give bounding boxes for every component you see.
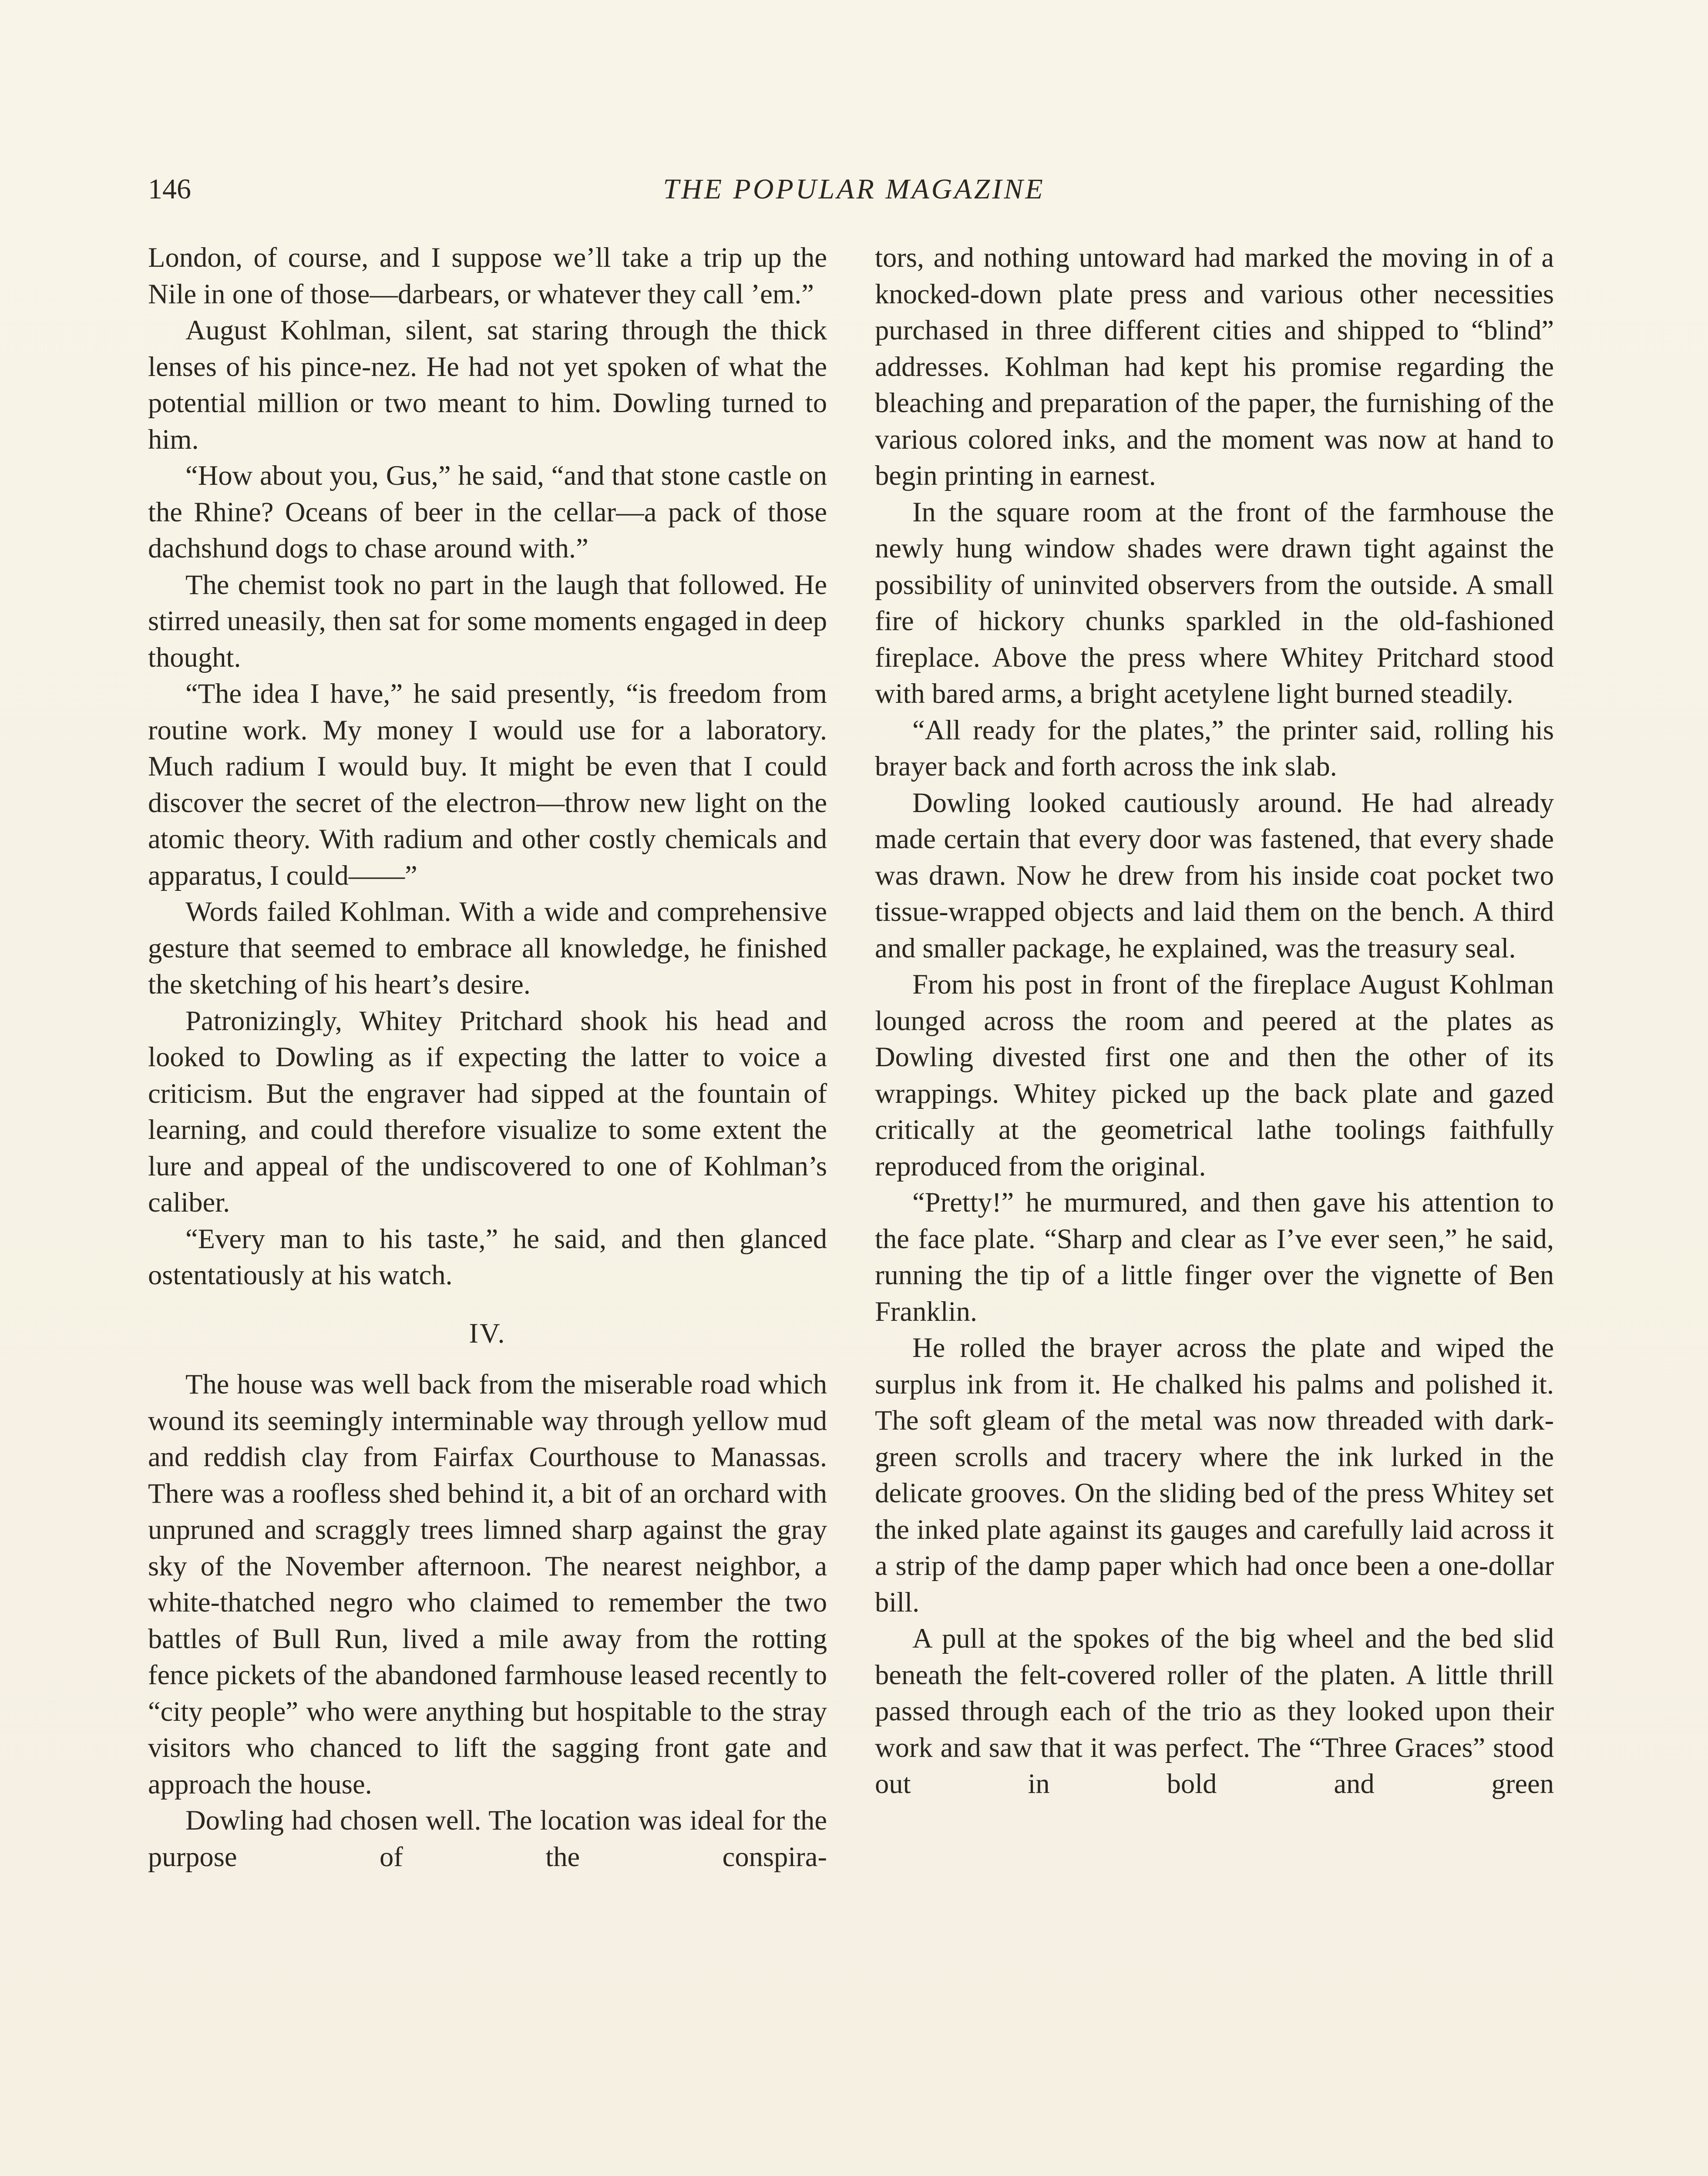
paragraph: “The idea I have,” he said presently, “is freedom from routine work. My money I would use for a laboratory. Much radium I would buy. It might be even that I could discover the secret of the electron—throw new light on the atomic theory. With radium and other costly chemicals and apparatus, I could——”	[148, 678, 827, 891]
section-heading: IV.	[469, 1317, 506, 1349]
running-title: THE POPULAR MAGAZINE	[663, 173, 1045, 205]
paragraph: From his post in front of the fireplace August Kohlman lounged across the room and peered at the plates as Dowling divested first one and then the other of its wrappings. Whitey picked up the back plate and gazed critically at the geometrical lathe toolings faithfully reproduced from the original.	[875, 968, 1554, 1182]
paragraph: tors, and nothing untoward had marked the moving in of a knocked-down plate press and various other necessities purchased in three different cities and shipped to “blind” addresses. Kohlman had kept his promise regarding the bleaching and preparation of the paper, the furnishing of the various colored inks, and the moment was now at hand to begin printing in earnest.	[875, 242, 1554, 491]
paragraph: “All ready for the plates,” the printer said, rolling his brayer back and forth across the ink slab.	[875, 714, 1554, 782]
paragraph: August Kohlman, silent, sat staring through the thick lenses of his pince-nez. He had not yet spoken of what the potential million or two meant to him. Dowling turned to him.	[148, 314, 827, 455]
paragraph: A pull at the spokes of the big wheel and the bed slid beneath the felt-covered roller of the platen. A little thrill passed through each of the trio as they looked upon their work and saw that it was perfect. The “Three Graces” stood out in bold and green	[875, 1622, 1554, 1799]
paragraph: “How about you, Gus,” he said, “and that stone castle on the Rhine? Oceans of beer in the cellar—a pack of those dachshund dogs to chase around with.”	[148, 460, 827, 564]
page-header	[148, 168, 1560, 211]
paragraph: “Every man to his taste,” he said, and then glanced ostentatiously at his watch.	[148, 1222, 827, 1290]
paragraph: Dowling looked cautiously around. He had already made certain that every door was fastened, that every shade was drawn. Now he drew from his inside coat pocket two tissue-wrapped objects and laid them on the bench. A third and smaller package, he explained, was the treasury seal.	[875, 786, 1554, 964]
paragraph: In the square room at the front of the farmhouse the newly hung window shades were drawn tight against the possibility of uninvited observers from the outside. A small fire of hickory chunks sparkled in the old-fashioned fireplace. Above the press where Whitey Pritchard stood with bared arms, a bright acetylene light burned steadily.	[875, 496, 1554, 709]
paragraph: Words failed Kohlman. With a wide and comprehensive gesture that seemed to embrace all knowledge, he finished the sketching of his heart’s desire.	[148, 896, 827, 1000]
paragraph: The house was well back from the miserable road which wound its seemingly interminable way through yellow mud and reddish clay from Fairfax Courthouse to Manassas. There was a roofless shed behind it, a bit of an orchard with unpruned and scraggly trees limned sharp against the gray sky of the November afternoon. The nearest neighbor, a white-thatched negro who claimed to remember the two battles of Bull Run, lived a mile away from the rotting fence pickets of the abandoned farmhouse leased recently to “city people” who were anything but hospitable to the stray visitors who chanced to lift the sagging front gate and approach the house.	[148, 1368, 827, 1800]
paragraph: The chemist took no part in the laugh that followed. He stirred uneasily, then sat for some moments engaged in deep thought.	[148, 568, 827, 673]
left-column	[148, 239, 827, 1875]
paragraph: Patronizingly, Whitey Pritchard shook his head and looked to Dowling as if expecting the latter to voice a criticism. But the engraver had sipped at the fountain of learning, and could therefore visualize to some extent the lure and appeal of the undiscovered to one of Kohlman’s caliber.	[148, 1004, 827, 1218]
page-number: 146	[148, 173, 191, 205]
paragraph: Dowling had chosen well. The location was ideal for the purpose of the conspira-	[148, 1804, 827, 1872]
paragraph: He rolled the brayer across the plate and wiped the surplus ink from it. He chalked his palms and polished it. The soft gleam of the metal was now threaded with dark-green scrolls and tracery where the ink lurked in the delicate grooves. On the sliding bed of the press Whitey set the inked plate against its gauges and carefully laid across it a strip of the damp paper which had once been a one-dollar bill.	[875, 1332, 1554, 1618]
right-column	[875, 239, 1554, 1802]
paragraph: “Pretty!” he murmured, and then gave his attention to the face plate. “Sharp and clear as I’ve ever seen,” he said, running the tip of a little finger over the vignette of Ben Franklin.	[875, 1186, 1554, 1327]
paragraph: London, of course, and I suppose we’ll take a trip up the Nile in one of those—darbears, or whatever they call ’em.”	[148, 242, 827, 309]
